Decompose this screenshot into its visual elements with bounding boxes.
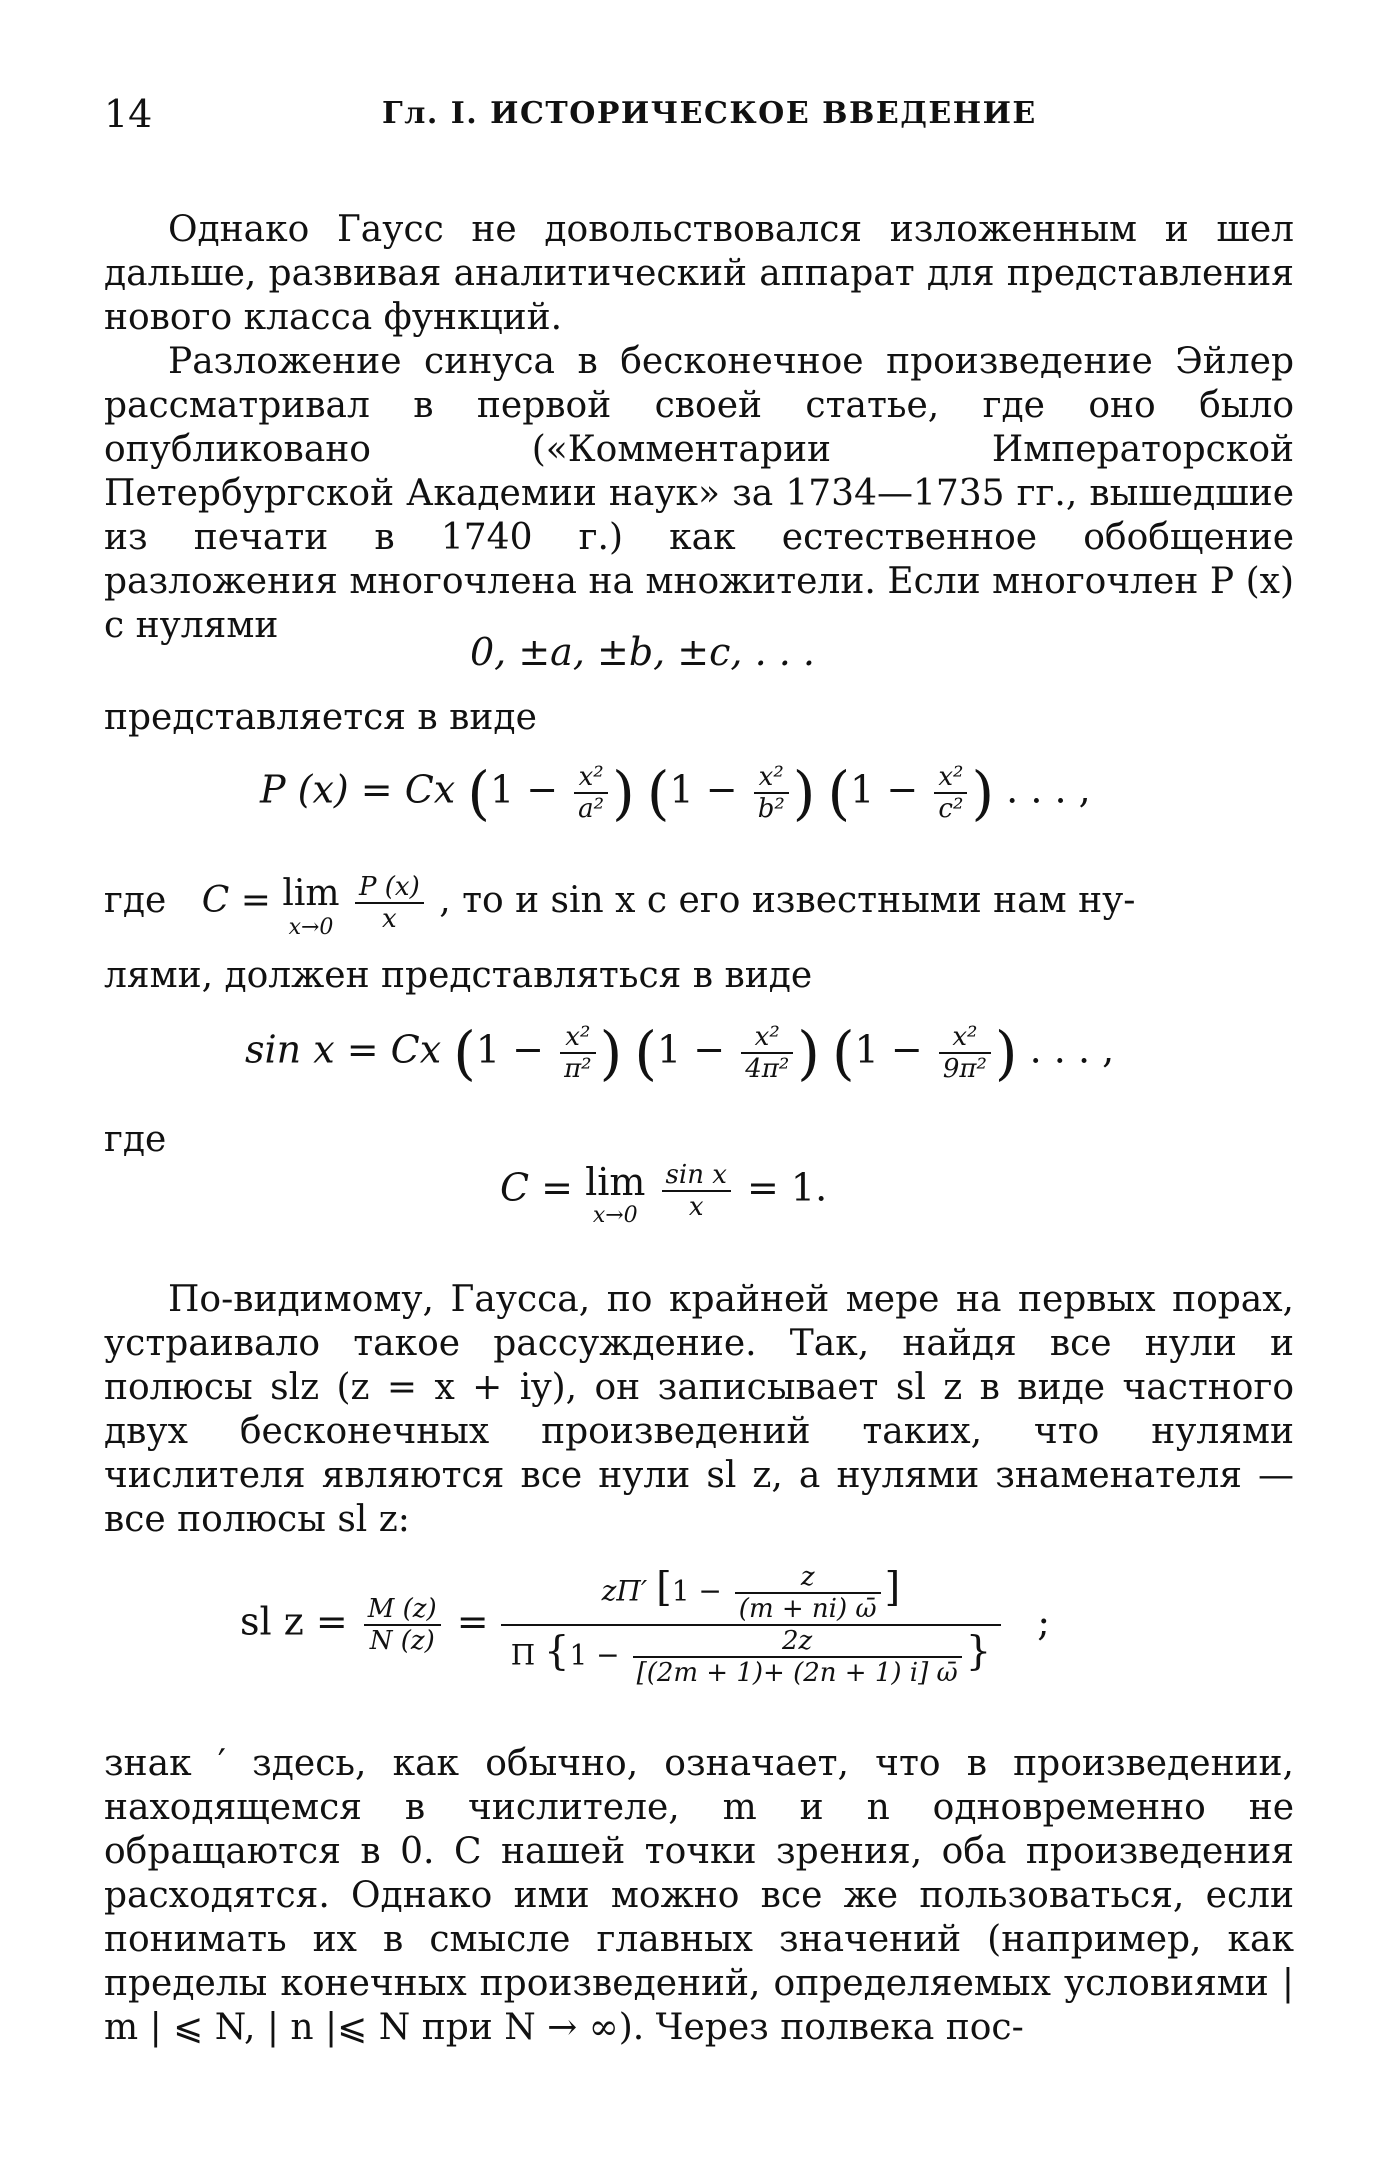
sin-factor-1-frac: $\frac{\text{x²}}{\text{π²}}$	[560, 1022, 596, 1084]
paragraph-represented: представляется в виде	[104, 697, 537, 738]
sin-factor-3-frac: $\frac{\text{x²}}{\text{9π²}}$	[939, 1022, 991, 1084]
equation-c-limit: C = lim x→0 $\frac{\text{sin x}}{x}$ = 1.	[500, 1160, 828, 1228]
poly-factor-3-lead: 1 −	[850, 767, 919, 812]
paragraph-should-be-represented: лями, должен представляться в виде	[104, 955, 813, 996]
sl-denominator: Π {1 − $\frac{2z}{[(2m + 1)+ (2n + 1) i] \omegā}$ }	[501, 1624, 1001, 1688]
equation-zeros: 0, ±a, ±b, ±c, . . .	[470, 630, 815, 674]
c-def-frac: $\frac{P (x)}{x}$	[355, 872, 424, 934]
sl-m-over-n: $\frac{M (z)}{N (z)}$	[364, 1594, 441, 1656]
page-number: 14	[104, 92, 153, 136]
equation-polynomial-product: P (x) = Cx (1 − $\frac{\text{x²}}{\text{a²}}$ ) (1 − $\frac{\text{x²}}{\text{b²}}$ ) (1 − $\frac{\text{x²}}{\text{c²}}$ ) . . . ,	[260, 759, 1091, 827]
line-c-definition: где C = lim x→0 $\frac{P (x)}{x}$ , то и sin x с его известными нам ну-	[104, 872, 1136, 940]
equation-sine-product: sin x = Cx (1 − $\frac{\text{x²}}{\text{π²}}$ ) (1 − $\frac{\text{x²}}{\text{4π²}}$ ) (1 − $\frac{\text{x²}}{\text{9π²}}$ ) . . . ,	[245, 1019, 1115, 1087]
running-head: Гл. I. ИСТОРИЧЕСКОЕ ВВЕДЕНИЕ	[382, 96, 1037, 131]
c-lim-frac: $\frac{\text{sin x}}{x}$	[662, 1160, 731, 1222]
sin-factor-2-frac: $\frac{\text{x²}}{\text{4π²}}$	[741, 1022, 793, 1084]
word-where: где	[104, 1119, 167, 1160]
poly-factor-1-frac: $\frac{\text{x²}}{\text{a²}}$	[574, 762, 608, 824]
page-header	[104, 92, 1294, 142]
sl-big-fraction	[501, 1562, 1001, 1688]
paragraph-gauss-reasoning: По-видимому, Гаусса, по крайней мере на первых порах, устраивало такое рассуждение. Так, найдя все нули и полюсы slz (z = x + iy), он записывает sl z в виде частного двух бесконечных произведений таких, что нулями числителя являются все нули sl z, а нулями знаменателя — все полюсы sl z:	[104, 1279, 1294, 1540]
paragraph-gauss-intro: Однако Гаусс не довольствовался изложенным и шел дальше, развивая аналитический аппарат для представления нового класса функций.	[104, 209, 1294, 338]
equation-lemniscatic-sine: sl z = $\frac{M (z)}{N (z)}$ = zΠ′ [1 − $\frac{z}{(m + ni) \omegā}$ ] Π {1 − $\frac{2z}{[(2m + 1)+ (2n + 1) i] \omegā}$ } ;	[240, 1562, 1051, 1688]
poly-factor-2-lead: 1 −	[669, 767, 738, 812]
poly-factor-2-frac: $\frac{\text{x²}}{\text{b²}}$	[754, 762, 789, 824]
lim-operator: lim x→0	[282, 873, 340, 940]
sin-lhs: sin x = Cx	[245, 1027, 442, 1072]
poly-factor-1-lead: 1 −	[489, 767, 559, 812]
paragraph-sign-note: знак ′ здесь, как обычно, означает, что в произведении, находящемся в числителе, m и n одновременно не обращаются в 0. С нашей точки зрения, оба произведения расходятся. Однако ими можно все же пользоваться, если понимать их в смысле главных значений (например, как пределы конечных произведений, определяемых условиями | m | ⩽ N, | n |⩽ N при N → ∞). Через полвека пос-	[104, 1743, 1294, 2048]
paragraph-euler-sine: Разложение синуса в бесконечное произведение Эйлер рассматривал в первой своей статье, где оно было опубликовано («Комментарии Императорской Петербургской Академии наук» за 1734—1735 гг., вышедшие из печати в 1740 г.) как естественное обобщение разложения многочлена на множители. Если многочлен P (x) с нулями	[104, 341, 1294, 646]
sl-numerator: zΠ′ [1 − $\frac{z}{(m + ni) \omegā}$ ]	[601, 1562, 901, 1624]
poly-factor-3-frac: $\frac{\text{x²}}{\text{c²}}$	[934, 762, 967, 824]
poly-lhs: P (x) = Cx	[260, 767, 456, 812]
